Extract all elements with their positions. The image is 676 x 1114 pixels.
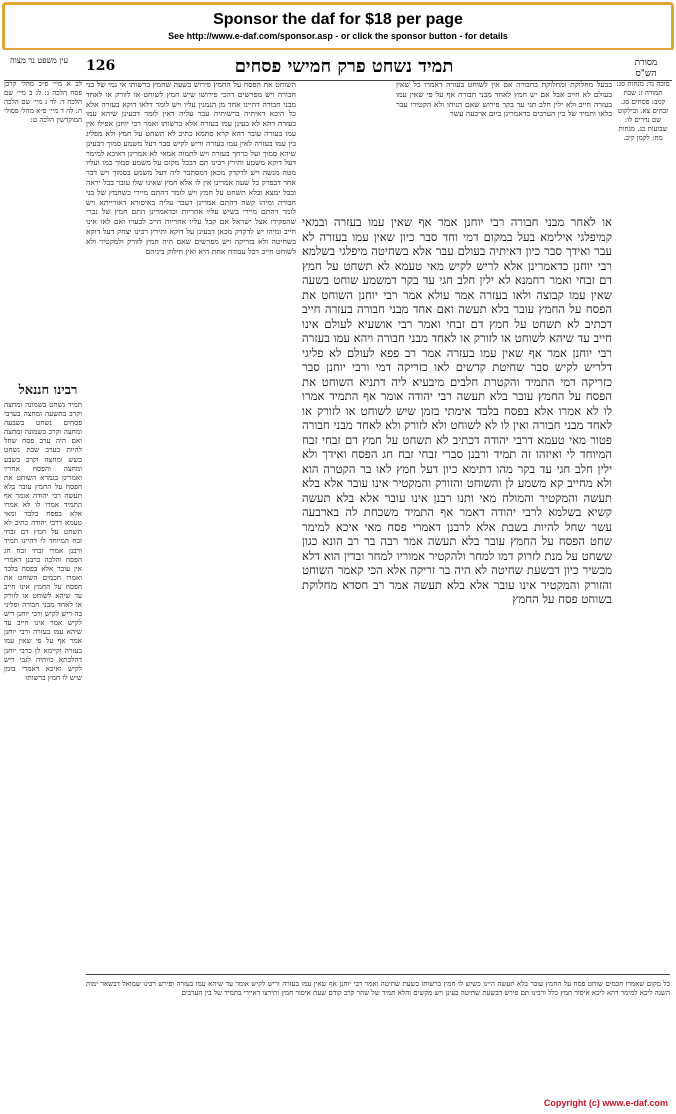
page-title: תמיד נשחט פרק חמישי פסחים [234,56,454,77]
copyright-link[interactable]: Copyright (c) www.e-daf.com [543,1098,668,1108]
page-header [4,56,672,80]
rabbeinu-chananel-heading: רבינו חננאל [18,383,78,398]
sponsor-banner[interactable] [2,2,674,51]
tosafot-column: השוחט את הפסח על החמץ פירוש בשעה שחמץ ברשותו אי נמי של בני חבורה ויש מפרשים דהכי פירושו שיש חמץ לשוחט או לזורק או לאחד מבני חבורה דהיינו אחד מן הנמנין עליו ויש לומר דלאו דוקא בעזרה אלא כל היכא דאיתיה ברשותיה עבר עליה דאין לומר דבעינן שיהא עמו בעזרה דהא לא בעינן עמו בעזרה אלא ברשותו ואמר רבי יוחנן אפילו אין עמו בעזרה עובר דהא קרא סתמא כתיב לא תשחט על חמץ ולא מפליג בין עמו בעזרה לאין עמו בעזרה וריש לקיש סבר דעל משמע סמוך דבעינן שיהא סמוך ועל כרחך בעזרה ויש לתמוה אמאי לא אמרינן דאיכא למימר דעל דוקא משמע ותירץ רבינו תם דבכל מקום על משמע סמוך כמו ועליו מטה מנשה ויש לדקדק מכאן דמסתבר ליה דעל משמע בסמוך ויש דבר אחר דבפרק כל שעה אמרינן אין לו אלא חמץ שאינו שלו עובר בבל יראה ובבל ימצא ובלא תשחט על חמץ ויש לומר דהתם מיירי כשחמץ של בני חבורה ומיהו קשה דהתם אמרינן דעבר עליה באיסורא דאורייתא ויש לומר דהתם מיירי בשיש עליו אחריות וכדאמרינן התם חמץ של נכרי שהפקידו אצל ישראל אם קבל עליו אחריות חייב לבערו ואם לאו אינו חייב ומיהו יש לדקדק מכאן דבעינן על דוקא ותירץ רבינו יצחק דעל דוקא בשחיטה ולא בזריקה ויש מפרשים שאם היה חמץ לזורק ולמקטיר ולא לשוחט חייב דכל עבודה אחת היא ואין חילוק ביניהם [86,80,296,256]
talmud-page [4,50,672,1094]
ein-mishpat-column: לב א מיי׳ פ״ב מהל׳ קרבן פסח הלכה ג: לג ב מיי׳ שם הלכה ד: לד ג מיי׳ שם הלכה ה: לה ד מיי׳ פ״א מהל׳ פסולי המוקדשין הלכה ט: [4,80,82,124]
page-number: 126 [86,58,116,74]
masoret-hashas-column: סוכה נד: מנחות סג: תמורה ז: שבת קמב: פסחים סג. זבחים צא. ובילקוט שם נדרים לו: שבועות כג. מנחות מח: לקמן קיב. [616,80,670,142]
masoret-hashas-label: מסורת הש"ס [634,58,658,79]
gemara-text: או לאחר מבני חבורה רבי יוחנן אמר אף שאין עמו בעזרה ובמאי קמיפלגי אילימא בעל במקום דמי וחד סבר כיון שאין עמו בעזרה לא עבר ואידך סבר כיון דאיתיה בעולם עבר אלא בשחיטה מיפלגי בשלמא רבי יוחנן כדאמרינן אלא לריש לקיש מאי טעמא לא תשחט על חמץ דם זבחי ואמר רחמנא לא ילין חלב חגי עד בקר דמשמע שוחט בשעה שאין עמו קבוצה ולאו בעזרה אמר עולא אמר רבי יוחנן השוחט את הפסח על החמץ עובר בלא תעשה ואם אחד מבני חבורה בעזרה חייב דכתיב לא תשחט על חמץ דם זבחי ואמר רבי אושעיא לעולם אינו חייב עד שיהא לשוחט או לזורק או לאחד מבני חבורה ויהא עמו בעזרה רבי יוחנן אמר אף שאין עמו בעזרה אמר רב פפא לעולם לא פליגי דלריש לקיש סבר שחיטת קדשים לאו כזריקה דמי ורבי יוחנן סבר כזריקה דמי התמיד והקטרת חלבים מיבעיא ליה דתניא השוחט את הפסח על החמץ עובר בלא תעשה רבי יהודה אומר אף התמיד אמרו לו לא אמרו אלא בפסח בלבד אימתי בזמן שיש לשוחט או לזורק או לאחד מבני חבורה ואין לו לא לשוחט ולא לזורק ולא לאחד מבני חבורה פטור מאי טעמא דרבי יהודה דכתיב לא תשחט על חמץ דם זבחי זבח המיוחד לי ואיזהו זה תמיד ורבנן סברי זבחי זבח חג הפסח ואידך ולא ילין חלב חגי עד בקר מהו דתימא כיון דעל חמץ לאו בר הקטרה הוא ולא מחייב קא משמע לן והשוחט והזורק והמקטיר אינו עובר אלא בלא תעשה והמקטיר והמולח מאי ותנו רבנן אינו עובר אלא בלא תעשה קשיא בשלמא לרבי יהודה דאמר אף התמיד משכחת לה בארבעה עשר שחל להיות בשבת אלא לרבנן דאמרי פסח מאי איכא למימר שחט הפסח על החמץ עובר בלא תעשה אמר רבה בר רב הונא כגון ששחט על מנת לזרוק דמו למחר ולהקטיר אמוריו למחר ובדין הוא דלא מכשיר כיון דבשעת שחיטה לא היה בר זריקה אלא הכי קאמר השוחט והזורק והמקטיר אינו עובר אלא בלא תעשה אמר רב חסדא מחלוקת בשוחט פסח על החמץ [302,215,612,606]
ein-mishpat-label: עין משפט נר מצוה [10,56,68,65]
rabbeinu-chananel-column: תמיד נשחט בשמונה ומחצה וקרב בתשעה ומחצה בערבי פסחים נשחט בשבעה ומחצה וקרב בשמונה ומחצה ואם היה ערב פסח שחל להיות בערב שבת נשחט בשש ומחצה וקרב בשבע ומחצה והפסח אחריו ואמרינן בגמרא השוחט את הפסח על החמץ עובר בלא תעשה רבי יהודה אומר אף התמיד אמרו לו לא אמרו אלא בפסח בלבד ומאי טעמא דרבי יהודה כתיב לא תשחט על חמץ דם זבחי זבח המיוחד לי דהיינו תמיד ורבנן אמרי זבחי זבח חג הפסח והלכה כרבנן דאמרי אין עובר אלא בפסח בלבד ואמרו חכמים השוחט את הפסח על החמץ אינו חייב עד שיהא לשוחט או לזורק או לאחד מבני חבורה ופליגי בה ריש לקיש ורבי יוחנן ריש לקיש אמר אינו חייב עד שיהא עמו בעזרה ורבי יוחנן אמר אף על פי שאין עמו בעזרה וקיימא לן כרבי יוחנן דהלכתא כוותיה לגבי ריש לקיש ואיכא דאמרי בזמן שיש לו חמץ ברשותו [4,400,82,682]
sponsor-title[interactable]: Sponsor the daf for $18 per page [213,11,463,28]
sponsor-subtitle[interactable]: See http://www.e-daf.com/sponsor.asp - or click the sponsor button - for details [168,31,508,41]
bottom-divider [86,974,670,975]
rashi-column: בבעל מחלוקת ומחלוקת בחבורה אם אין לשוחט בעזרה דאמרו כל שאין בעולם לא חייב אבל אם יש חמץ לאחד מבני חבורה אף על פי שאין עמו בעזרה חייב ולא ילין חלב חגי עד בקר פירוש שאם הניחו ולא הקטירו עבר בלאו ותמיד של בין הערבים כדאמרינן ביום ארבעה עשר [396,80,612,119]
bottom-commentary: כל מקום שאמרו חכמים שוחט פסח על החמץ עובר בלא תעשה היינו כשיש לו חמץ ברשותו בשעת שחיטה ואמר רבי יוחנן אף שאין עמו בעזרה וריש לקיש אומר עד שיהא עמו בעזרה ופירש רבינו שמואל דבשאר ימות השנה ליכא למימר דהא ליכא איסור חמץ כלל ורבינו תם פירש דבשעת שחיטה בעינן ויש מקשים והלא תמיד של שחר קרב קודם שעת איסור חמץ ותירצו דאיירי בתמיד של בין הערבים [86,980,670,997]
